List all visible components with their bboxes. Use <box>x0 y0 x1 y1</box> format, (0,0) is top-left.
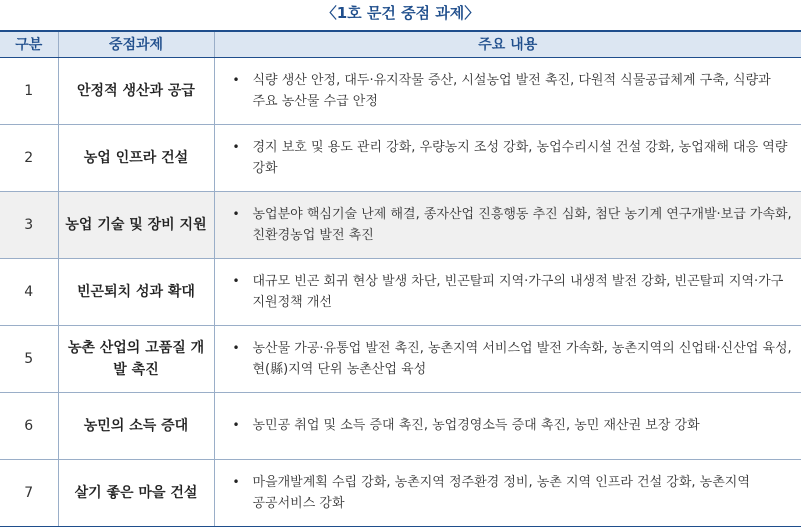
row-content <box>214 124 801 191</box>
row-content <box>214 57 801 124</box>
row-number: 3 <box>0 191 58 258</box>
row-task: 농업 인프라 건설 <box>58 124 214 191</box>
row-content-text: 농산물 가공·유통업 발전 촉진, 농촌지역 서비스업 발전 가속화, 농촌지역의 신업태·신산업 육성, 현(縣)지역 단위 농촌산업 육성 <box>252 340 792 377</box>
row-number: 7 <box>0 459 58 526</box>
bullet-icon: • <box>232 72 240 87</box>
row-content <box>214 392 801 459</box>
row-task: 안정적 생산과 공급 <box>58 57 214 124</box>
row-content <box>214 459 801 526</box>
table-row <box>0 191 801 258</box>
header-task: 중점과제 <box>58 31 214 57</box>
table-title: 〈1호 문건 중점 과제〉 <box>321 4 480 22</box>
table-row <box>0 392 801 459</box>
header-category: 구분 <box>0 31 58 57</box>
row-task: 농민의 소득 증대 <box>58 392 214 459</box>
row-content-text: 대규모 빈곤 회귀 현상 발생 차단, 빈곤탈피 지역·가구의 내생적 발전 강화, 빈곤탈피 지역·가구 지원정책 개선 <box>252 273 784 310</box>
row-content-text: 마을개발계획 수립 강화, 농촌지역 정주환경 정비, 농촌 지역 인프라 건설 강화, 농촌지역 공공서비스 강화 <box>252 474 750 511</box>
header-content: 주요 내용 <box>214 31 801 57</box>
table-row <box>0 258 801 325</box>
table-row <box>0 459 801 526</box>
row-content-text: 농민공 취업 및 소득 증대 촉진, 농업경영소득 증대 촉진, 농민 재산권 보장 강화 <box>252 418 700 433</box>
table-row <box>0 325 801 392</box>
bullet-icon: • <box>232 474 240 489</box>
row-number: 6 <box>0 392 58 459</box>
row-task: 빈곤퇴치 성과 확대 <box>58 258 214 325</box>
row-number: 5 <box>0 325 58 392</box>
row-number: 4 <box>0 258 58 325</box>
table-row <box>0 57 801 124</box>
row-content <box>214 325 801 392</box>
row-content-text: 농업분야 핵심기술 난제 해결, 종자산업 진흥행동 추진 심화, 첨단 농기계 연구개발·보급 가속화, 친환경농업 발전 촉진 <box>252 206 792 243</box>
bullet-icon: • <box>232 418 240 432</box>
row-task: 살기 좋은 마을 건설 <box>58 459 214 526</box>
row-content <box>214 191 801 258</box>
row-task: 농업 기술 및 장비 지원 <box>58 191 214 258</box>
priority-tasks-table <box>0 30 801 527</box>
row-content-text: 경지 보호 및 용도 관리 강화, 우량농지 조성 강화, 농업수리시설 건설 강화, 농업재해 대응 역량 강화 <box>252 139 788 176</box>
row-number: 1 <box>0 57 58 124</box>
row-content <box>214 258 801 325</box>
table-row <box>0 124 801 191</box>
header-row <box>0 31 801 57</box>
bullet-icon: • <box>232 273 240 288</box>
bullet-icon: • <box>232 340 240 355</box>
row-number: 2 <box>0 124 58 191</box>
bullet-icon: • <box>232 206 240 221</box>
row-task: 농촌 산업의 고품질 개발 촉진 <box>58 325 214 392</box>
bullet-icon: • <box>232 139 240 154</box>
row-content-text: 식량 생산 안정, 대두·유지작물 증산, 시설농업 발전 촉진, 다원적 식물공급체계 구축, 식량과 주요 농산물 수급 안정 <box>252 72 771 109</box>
